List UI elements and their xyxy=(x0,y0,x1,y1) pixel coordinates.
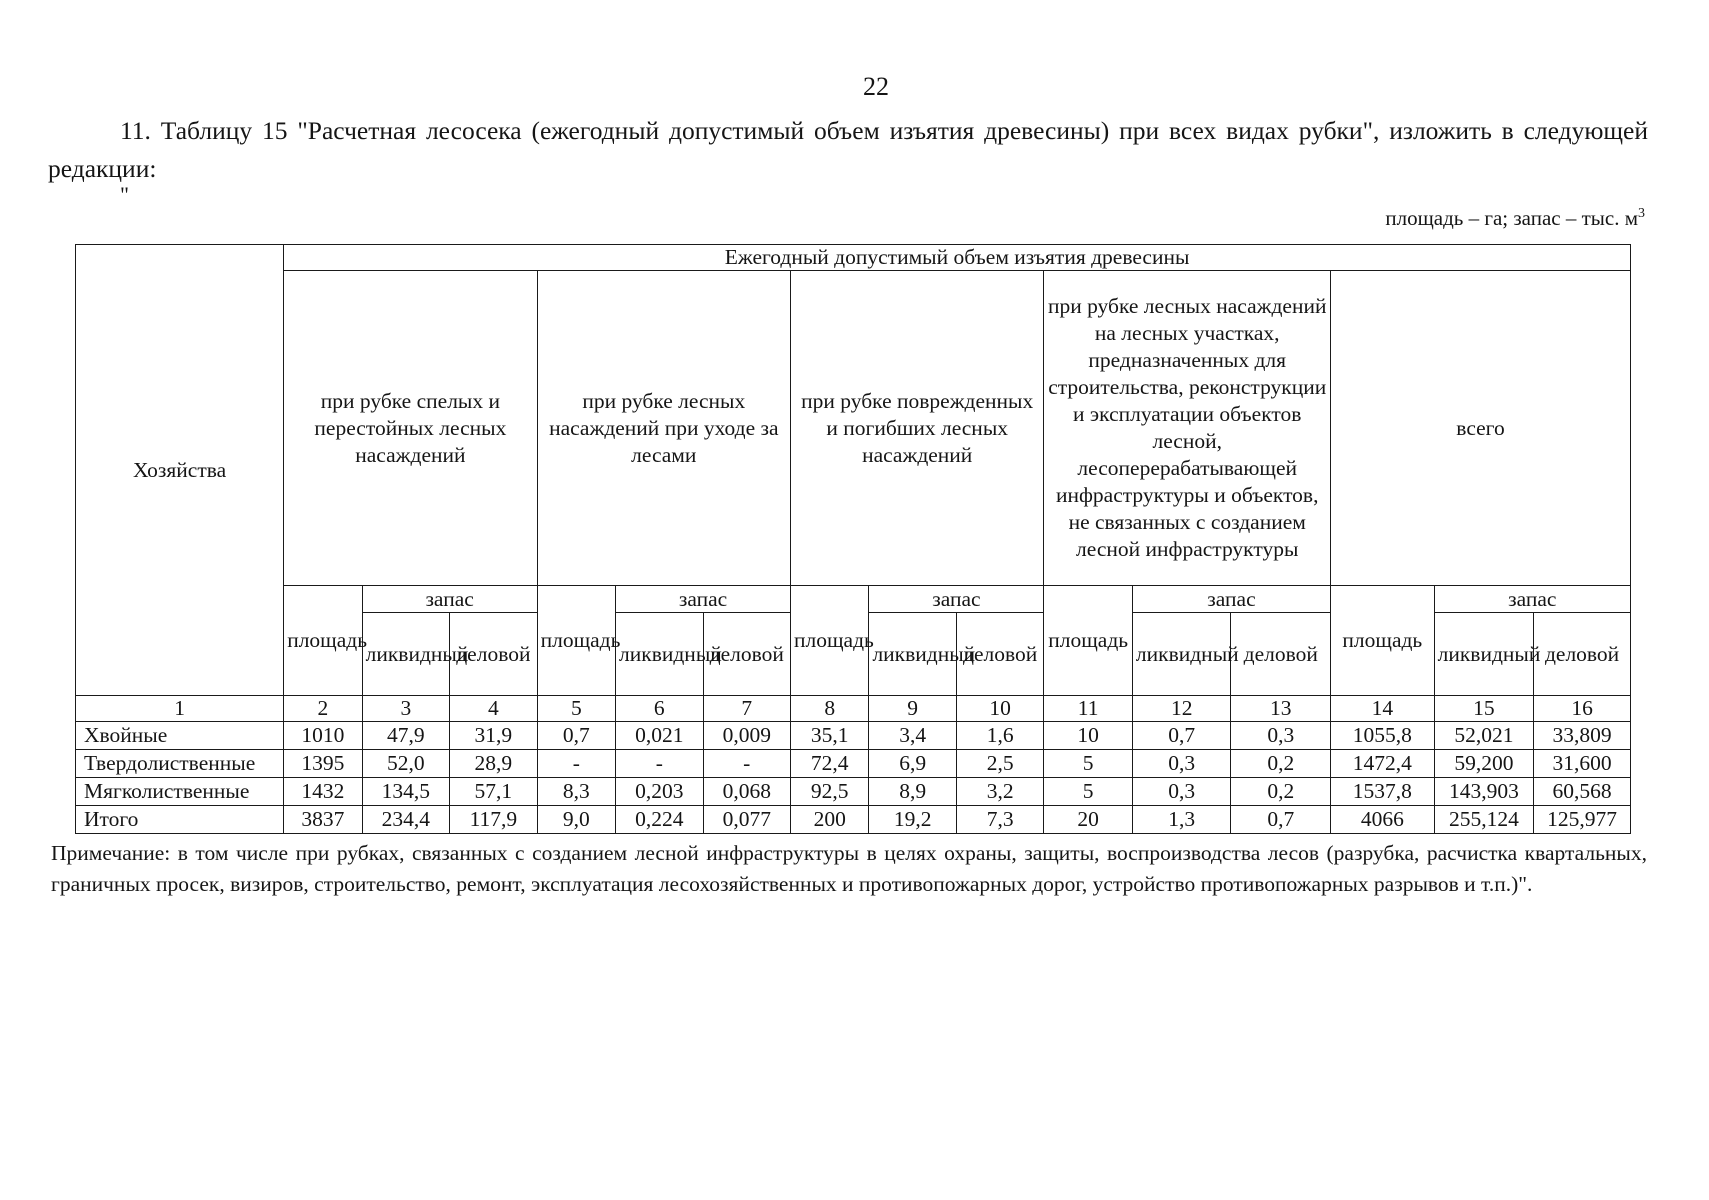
units-text: площадь – га; запас – тыс. м xyxy=(1385,206,1638,230)
harvest-volume-table xyxy=(75,244,1631,834)
units-superscript: 3 xyxy=(1638,206,1645,221)
table-cell: 0,068 xyxy=(703,778,790,806)
table-row xyxy=(76,806,1631,834)
liquid-header-cell: ликвидный xyxy=(362,613,449,696)
liquid-header-cell: ликвидный xyxy=(869,613,956,696)
table-cell: 9,0 xyxy=(537,806,615,834)
table-cell: 2,5 xyxy=(956,750,1043,778)
page-number: 22 xyxy=(863,72,889,101)
table-cell: 234,4 xyxy=(362,806,449,834)
table-cell: 4066 xyxy=(1331,806,1435,834)
table-cell: 52,021 xyxy=(1434,722,1534,750)
area-header-cell: площадь xyxy=(791,586,869,696)
column-number-cell: 1 xyxy=(76,696,284,722)
intro-paragraph: 11. Таблицу 15 "Расчетная лесосека (ежегодный допустимый объем изъятия древесины) при всех видах рубки", изложить в следующей редакции: xyxy=(48,116,1648,183)
row-header-cell: Хозяйства xyxy=(76,245,284,696)
area-header-cell: площадь xyxy=(537,586,615,696)
table-cell: 143,903 xyxy=(1434,778,1534,806)
table-cell: 1,6 xyxy=(956,722,1043,750)
table-cell: 3,2 xyxy=(956,778,1043,806)
table-cell: 0,203 xyxy=(616,778,703,806)
table-row xyxy=(76,778,1631,806)
section-header-mature: при рубке спелых и перестойных лесных насаждений xyxy=(284,271,537,586)
column-number-cell: 12 xyxy=(1132,696,1231,722)
table-cell: 0,3 xyxy=(1231,722,1331,750)
liquid-header-cell: ликвидный xyxy=(1434,613,1534,696)
table-cell: 0,7 xyxy=(1132,722,1231,750)
table-cell: 72,4 xyxy=(791,750,869,778)
footnote: Примечание: в том числе при рубках, связанных с созданием лесной инфраструктуры в целях охраны, защиты, воспроизводства лесов (разрубка, расчистка квартальных, граничных просек, визиров, строительство, ремонт, эксплуатация лесохозяйственных и противопожарных дорог, устройство противопожарных разрывов и т.п.)". xyxy=(51,841,1647,896)
table-cell: 31,9 xyxy=(450,722,537,750)
opening-quote-mark: " xyxy=(120,182,129,207)
table-row xyxy=(76,722,1631,750)
table-cell: 1055,8 xyxy=(1331,722,1435,750)
table-cell: 92,5 xyxy=(791,778,869,806)
row-label-cell: Итого xyxy=(76,806,284,834)
table-cell: 10 xyxy=(1044,722,1133,750)
table-cell: 0,021 xyxy=(616,722,703,750)
column-number-cell: 2 xyxy=(284,696,362,722)
table-cell: 60,568 xyxy=(1534,778,1631,806)
area-header-cell: площадь xyxy=(1044,586,1133,696)
table-cell: 117,9 xyxy=(450,806,537,834)
stock-header-cell: запас xyxy=(1434,586,1630,613)
table-cell: 1537,8 xyxy=(1331,778,1435,806)
table-cell: 7,3 xyxy=(956,806,1043,834)
column-number-cell: 13 xyxy=(1231,696,1331,722)
table-cell: 1395 xyxy=(284,750,362,778)
table-cell: 0,077 xyxy=(703,806,790,834)
column-number-row xyxy=(76,696,1631,722)
column-number-cell: 16 xyxy=(1534,696,1631,722)
table-row xyxy=(76,750,1631,778)
column-number-cell: 9 xyxy=(869,696,956,722)
business-header-cell: деловой xyxy=(450,613,537,696)
row-label-cell: Твердолиственные xyxy=(76,750,284,778)
table-cell: - xyxy=(616,750,703,778)
table-cell: 1,3 xyxy=(1132,806,1231,834)
business-header-cell: деловой xyxy=(1231,613,1331,696)
table-cell: 19,2 xyxy=(869,806,956,834)
row-label-cell: Хвойные xyxy=(76,722,284,750)
table-cell: 0,224 xyxy=(616,806,703,834)
table-cell: 125,977 xyxy=(1534,806,1631,834)
table-cell: 0,009 xyxy=(703,722,790,750)
table-cell: 35,1 xyxy=(791,722,869,750)
table-cell: 5 xyxy=(1044,750,1133,778)
table-cell: 8,3 xyxy=(537,778,615,806)
table-body xyxy=(76,696,1631,834)
table-cell: 52,0 xyxy=(362,750,449,778)
table-cell: 33,809 xyxy=(1534,722,1631,750)
table-cell: 8,9 xyxy=(869,778,956,806)
stock-header-cell: запас xyxy=(362,586,537,613)
section-header-damaged: при рубке поврежденных и погибших лесных насаждений xyxy=(791,271,1044,586)
table-cell: 255,124 xyxy=(1434,806,1534,834)
row-label-cell: Мягколиственные xyxy=(76,778,284,806)
table-cell: 0,2 xyxy=(1231,750,1331,778)
column-number-cell: 4 xyxy=(450,696,537,722)
table-cell: 3837 xyxy=(284,806,362,834)
liquid-header-cell: ликвидный xyxy=(1132,613,1231,696)
table-cell: 28,9 xyxy=(450,750,537,778)
table-cell: 134,5 xyxy=(362,778,449,806)
table-cell: 6,9 xyxy=(869,750,956,778)
units-caption xyxy=(1385,206,1645,231)
column-number-cell: 14 xyxy=(1331,696,1435,722)
table-cell: 57,1 xyxy=(450,778,537,806)
table-cell: 0,3 xyxy=(1132,778,1231,806)
table-cell: 1472,4 xyxy=(1331,750,1435,778)
stock-header-cell: запас xyxy=(1132,586,1330,613)
business-header-cell: деловой xyxy=(1534,613,1631,696)
table-cell: 1010 xyxy=(284,722,362,750)
table-cell: 31,600 xyxy=(1534,750,1631,778)
section-header-infrastructure: при рубке лесных насаждений на лесных участках, предназначенных для строительства, реконструкции и эксплуатации объектов лесной, лесоперерабатывающей инфраструктуры и объектов, не связанных с созданием лесной инфраструктуры xyxy=(1044,271,1331,586)
table-cell: 0,3 xyxy=(1132,750,1231,778)
table-cell: 59,200 xyxy=(1434,750,1534,778)
stock-header-cell: запас xyxy=(616,586,791,613)
group-header-cell: Ежегодный допустимый объем изъятия древесины xyxy=(284,245,1631,271)
business-header-cell: деловой xyxy=(703,613,790,696)
table-cell: 5 xyxy=(1044,778,1133,806)
business-header-cell: деловой xyxy=(956,613,1043,696)
stock-header-cell: запас xyxy=(869,586,1044,613)
table-cell: 0,7 xyxy=(537,722,615,750)
column-number-cell: 7 xyxy=(703,696,790,722)
section-header-tending: при рубке лесных насаждений при уходе за лесами xyxy=(537,271,790,586)
column-number-cell: 3 xyxy=(362,696,449,722)
column-number-cell: 6 xyxy=(616,696,703,722)
section-header-total: всего xyxy=(1331,271,1631,586)
table-cell: 1432 xyxy=(284,778,362,806)
table-cell: 20 xyxy=(1044,806,1133,834)
table-cell: 200 xyxy=(791,806,869,834)
table-cell: 0,7 xyxy=(1231,806,1331,834)
column-number-cell: 11 xyxy=(1044,696,1133,722)
table-cell: - xyxy=(703,750,790,778)
liquid-header-cell: ликвидный xyxy=(616,613,703,696)
table-cell: 3,4 xyxy=(869,722,956,750)
column-number-cell: 5 xyxy=(537,696,615,722)
column-number-cell: 10 xyxy=(956,696,1043,722)
area-header-cell: площадь xyxy=(1331,586,1435,696)
table-cell: 0,2 xyxy=(1231,778,1331,806)
column-number-cell: 15 xyxy=(1434,696,1534,722)
table-cell: - xyxy=(537,750,615,778)
area-header-cell: площадь xyxy=(284,586,362,696)
table-cell: 47,9 xyxy=(362,722,449,750)
column-number-cell: 8 xyxy=(791,696,869,722)
